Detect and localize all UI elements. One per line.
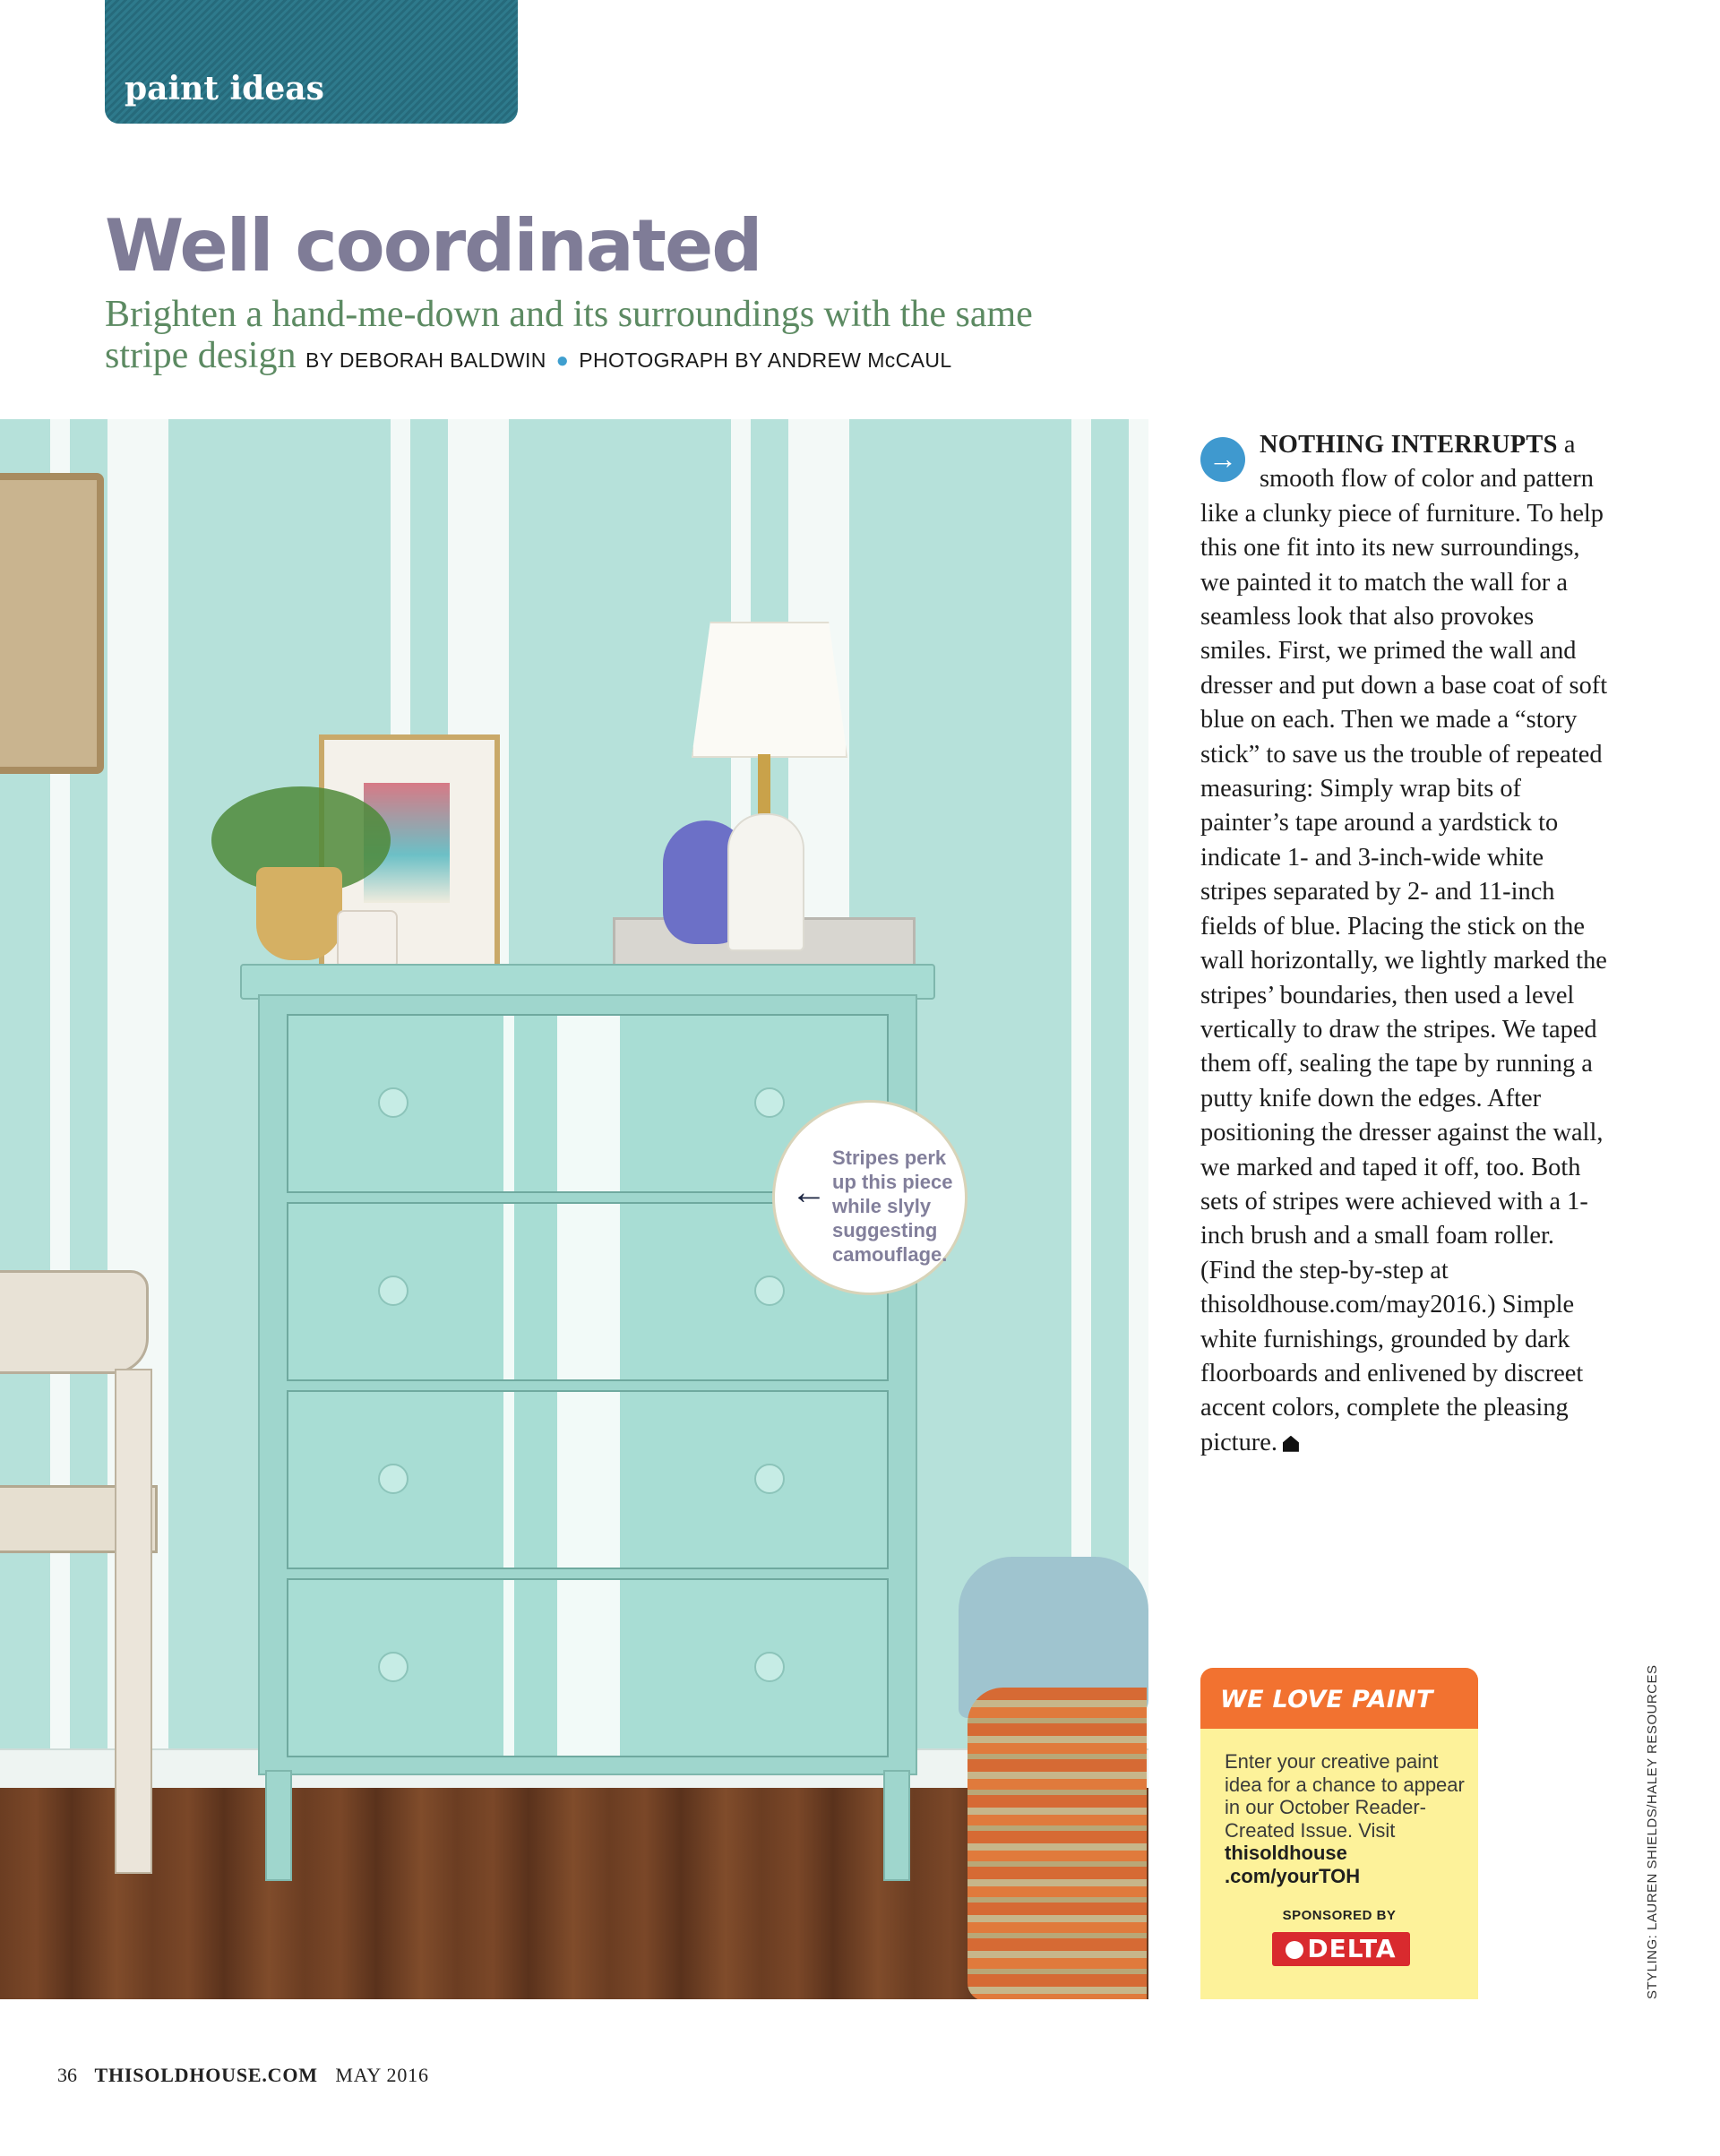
footer-site: THISOLDHOUSE.COM	[94, 2064, 318, 2086]
sponsor-logo	[1272, 1932, 1410, 1966]
dresser-leg	[883, 1770, 910, 1881]
headline: Well coordinated	[105, 204, 761, 288]
promo-box	[1200, 1668, 1478, 1999]
drawer-knob	[754, 1464, 785, 1494]
drawer-knob	[378, 1087, 408, 1118]
section-label: paint ideas	[125, 70, 324, 107]
candle-jar	[337, 910, 398, 969]
promo-url[interactable]: thisoldhouse .com/yourTOH	[1225, 1842, 1361, 1887]
dresser-drawer	[287, 1578, 889, 1757]
lamp-base	[727, 813, 804, 951]
delta-logo-icon	[1286, 1941, 1303, 1959]
woven-basket	[968, 1688, 1147, 1999]
sponsor-name: DELTA	[1307, 1934, 1397, 1963]
promo-text: Enter your creative paint idea for a chance to appear in our October Reader-Created Issue. Visit	[1225, 1750, 1465, 1842]
dresser-drawer	[287, 1390, 889, 1569]
chair-back	[0, 1270, 149, 1374]
woven-planter	[256, 867, 342, 960]
promo-header	[1200, 1668, 1478, 1729]
styling-credit: STYLING: LAUREN SHIELDS/HALEY RESOURCES	[1645, 1664, 1660, 1999]
chair-leg	[115, 1369, 152, 1874]
lamp-neck	[758, 754, 770, 817]
dek-text: Brighten a hand-me-down and its surroundings with the same stripe design	[105, 294, 1033, 376]
lead-in: NOTHING INTERRUPTS	[1260, 431, 1558, 459]
page-number: 36	[57, 2064, 77, 2086]
drawer-knob	[378, 1464, 408, 1494]
byline-photo: PHOTOGRAPH BY ANDREW McCAUL	[579, 348, 952, 372]
section-tab	[105, 0, 518, 124]
body-text: a smooth flow of color and pattern like a clunky piece of furniture. To help this one fit into its new surroundings, we painted it to match the wall for a seamless look that also provokes smiles. First, we primed the wall and dresser and put down a base coat of soft blue on each. Then we made a “story stick” to save us the trouble of repeated measuring: Simply wrap bits of painter’s tape around a yardstick to indicate 1- and 3-inch-wide white stripes separated by 2- and 11-inch fields of blue. Placing the stick on the wall horizontally, we lightly marked the stripes’ boundaries, then used a level vertically to draw the stripes. We taped them off, sealing the tape by running a putty knife down the edges. After positioning the dresser against the wall, we marked and taped it off, too. Both sets of stripes were achieved with a 1-inch brush and a small foam roller. (Find the step-by-step at thisoldhouse.com/may2016.) Simple white furnishings, grounded by dark floorboards and enlivened by discreet accent colors, complete the pleasing picture.	[1200, 431, 1608, 1456]
arrow-right-circle-icon: →	[1200, 437, 1245, 482]
drawer-knob	[378, 1652, 408, 1682]
article-body	[1200, 428, 1608, 1460]
byline-author: BY DEBORAH BALDWIN	[305, 348, 546, 372]
footer-issue: MAY 2016	[335, 2064, 429, 2086]
drawer-knob	[754, 1276, 785, 1306]
callout-text: Stripes perk up this piece while slyly suggesting camouflage.	[832, 1147, 953, 1266]
byline	[305, 348, 952, 372]
wall-picture-frame	[0, 473, 104, 774]
house-end-mark-icon	[1283, 1436, 1299, 1452]
sponsor-label: SPONSORED BY	[1282, 1908, 1397, 1923]
dek-block	[105, 294, 1117, 382]
promo-body	[1225, 1750, 1466, 1887]
page-footer	[57, 2064, 429, 2087]
striped-dresser	[258, 994, 917, 1775]
lamp-shade	[692, 622, 847, 758]
photo-callout	[772, 1100, 968, 1295]
dresser-leg	[265, 1770, 292, 1881]
promo-title: WE LOVE PAINT	[1220, 1686, 1433, 1714]
drawer-knob	[754, 1087, 785, 1118]
drawer-knob	[754, 1652, 785, 1682]
arrow-left-icon: ←	[791, 1172, 827, 1212]
drawer-knob	[378, 1276, 408, 1306]
hero-photo	[0, 419, 1148, 1999]
byline-separator-dot: ●	[555, 348, 570, 373]
